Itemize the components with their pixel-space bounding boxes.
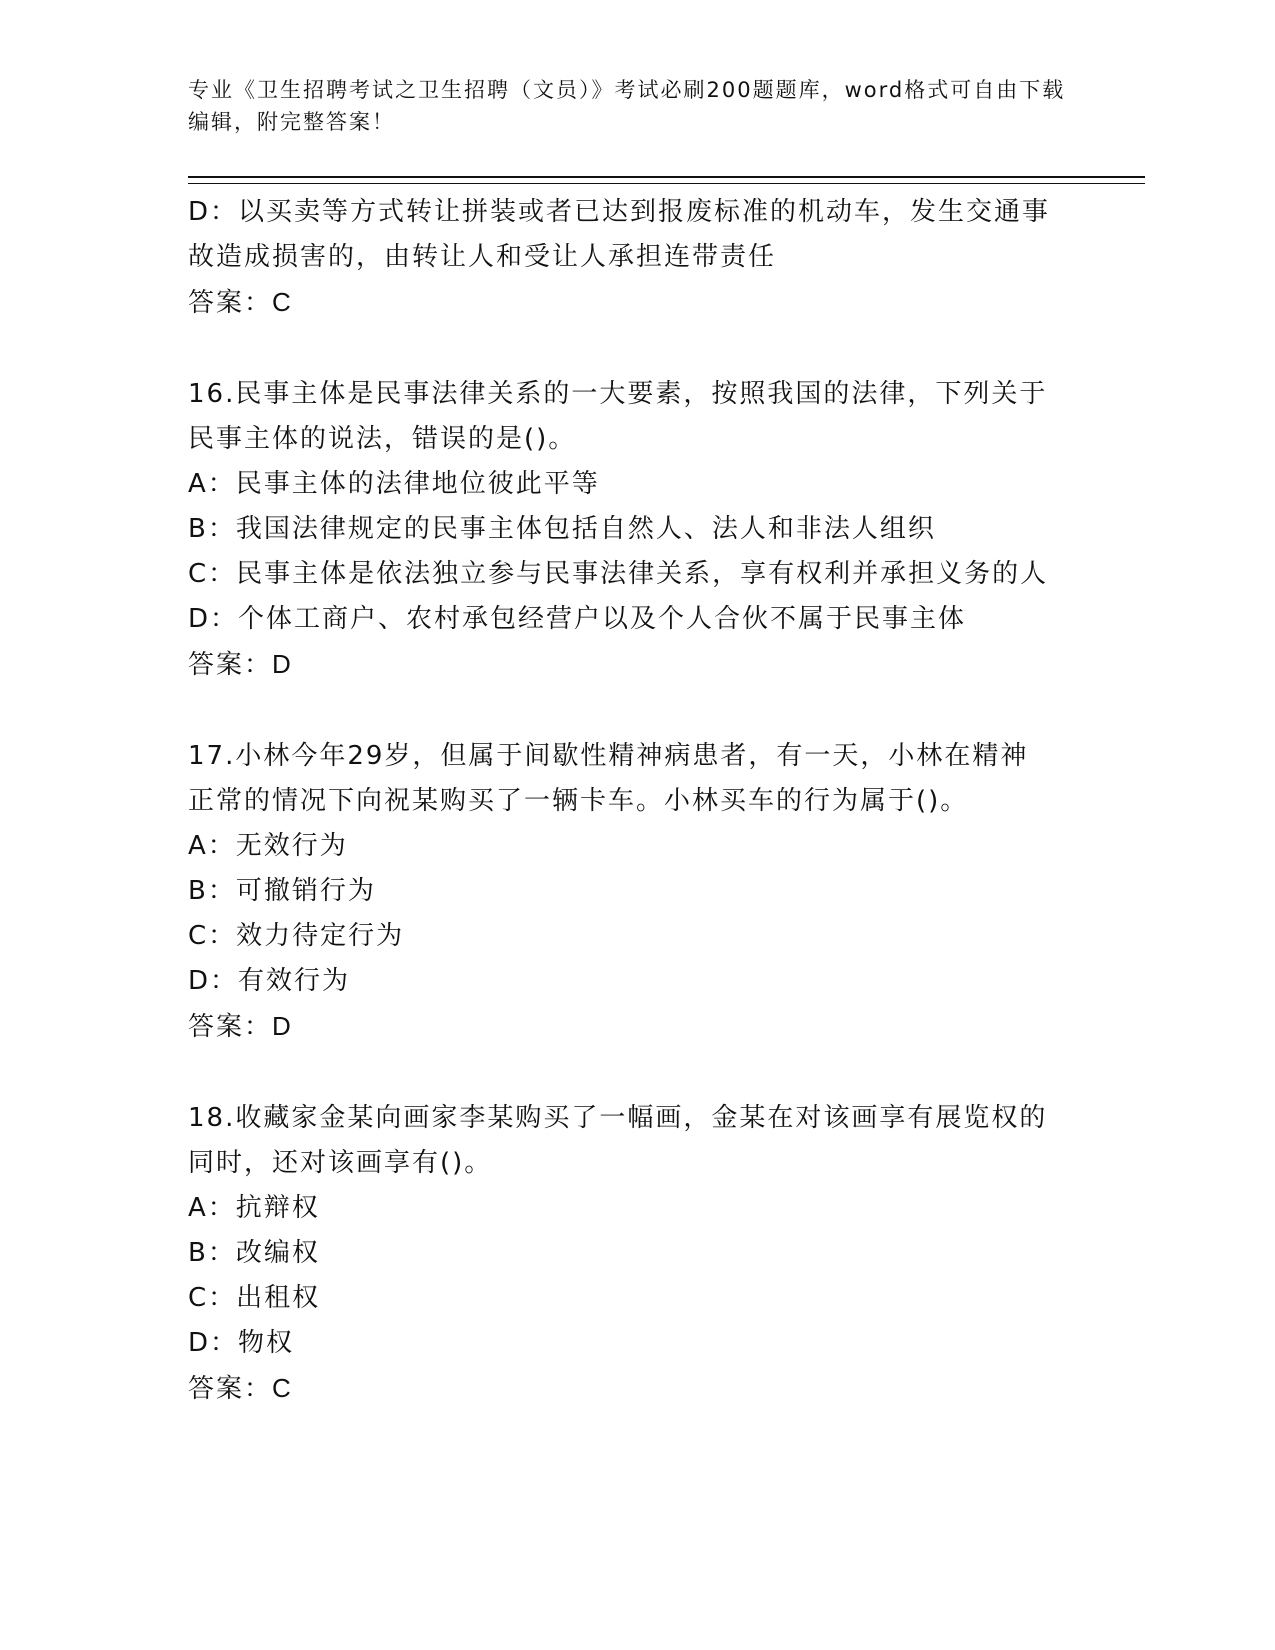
answer-label: 答案： xyxy=(188,1012,273,1042)
answer-line xyxy=(188,1366,1098,1412)
document-header: 专业《卫生招聘考试之卫生招聘（文员）》考试必刷200题题库，word格式可自由下载编辑，附完整答案！ xyxy=(188,78,1066,134)
option-d: D：有效行为 xyxy=(188,966,351,996)
answer-label: 答案： xyxy=(188,1374,273,1404)
header-rule-thick xyxy=(188,176,1145,178)
option-d-line-2: 故造成损害的，由转让人和受让人承担连带责任 xyxy=(188,242,777,272)
option-b: B：改编权 xyxy=(188,1238,320,1268)
option-d: D：个体工商户、农村承包经营户以及个人合伙不属于民事主体 xyxy=(188,604,967,634)
question-stem-line-2: 民事主体的说法，错误的是()。 xyxy=(188,424,577,454)
question-stem-line-1: 18.收藏家金某向画家李某购买了一幅画，金某在对该画享有展览权的 xyxy=(188,1103,1048,1133)
question-stem-line-1: 17.小林今年29岁，但属于间歇性精神病患者，有一天，小林在精神 xyxy=(188,741,1029,771)
option-d-line-1: D：以买卖等方式转让拼装或者已达到报废标准的机动车，发生交通事 xyxy=(188,197,1051,227)
answer-line xyxy=(188,642,1098,688)
answer-value: D xyxy=(272,649,293,679)
prev-question-block xyxy=(188,190,1098,326)
answer-label: 答案： xyxy=(188,288,273,318)
question-stem-line-1: 16.民事主体是民事法律关系的一大要素，按照我国的法律，下列关于 xyxy=(188,379,1048,409)
question-stem-line-2: 同时，还对该画享有()。 xyxy=(188,1148,493,1178)
question-17 xyxy=(188,734,1098,1050)
option-a: A：民事主体的法律地位彼此平等 xyxy=(188,469,600,499)
question-stem-line-2: 正常的情况下向祝某购买了一辆卡车。小林买车的行为属于()。 xyxy=(188,786,969,816)
answer-label: 答案： xyxy=(188,650,273,680)
answer-value: D xyxy=(272,1011,293,1041)
option-a: A：抗辩权 xyxy=(188,1193,320,1223)
option-b: B：可撤销行为 xyxy=(188,876,376,906)
option-c: C：效力待定行为 xyxy=(188,921,405,951)
answer-value: C xyxy=(272,287,293,317)
question-18 xyxy=(188,1096,1098,1412)
answer-line xyxy=(188,1004,1098,1050)
answer-value: C xyxy=(272,1373,293,1403)
answer-line xyxy=(188,280,1098,326)
option-c: C：出租权 xyxy=(188,1283,321,1313)
option-a: A：无效行为 xyxy=(188,831,348,861)
question-content xyxy=(188,190,1098,1412)
option-c: C：民事主体是依法独立参与民事法律关系，享有权利并承担义务的人 xyxy=(188,559,1049,589)
option-d: D：物权 xyxy=(188,1328,295,1358)
header-rule-thin xyxy=(188,183,1145,184)
question-16 xyxy=(188,372,1098,688)
option-b: B：我国法律规定的民事主体包括自然人、法人和非法人组织 xyxy=(188,514,936,544)
